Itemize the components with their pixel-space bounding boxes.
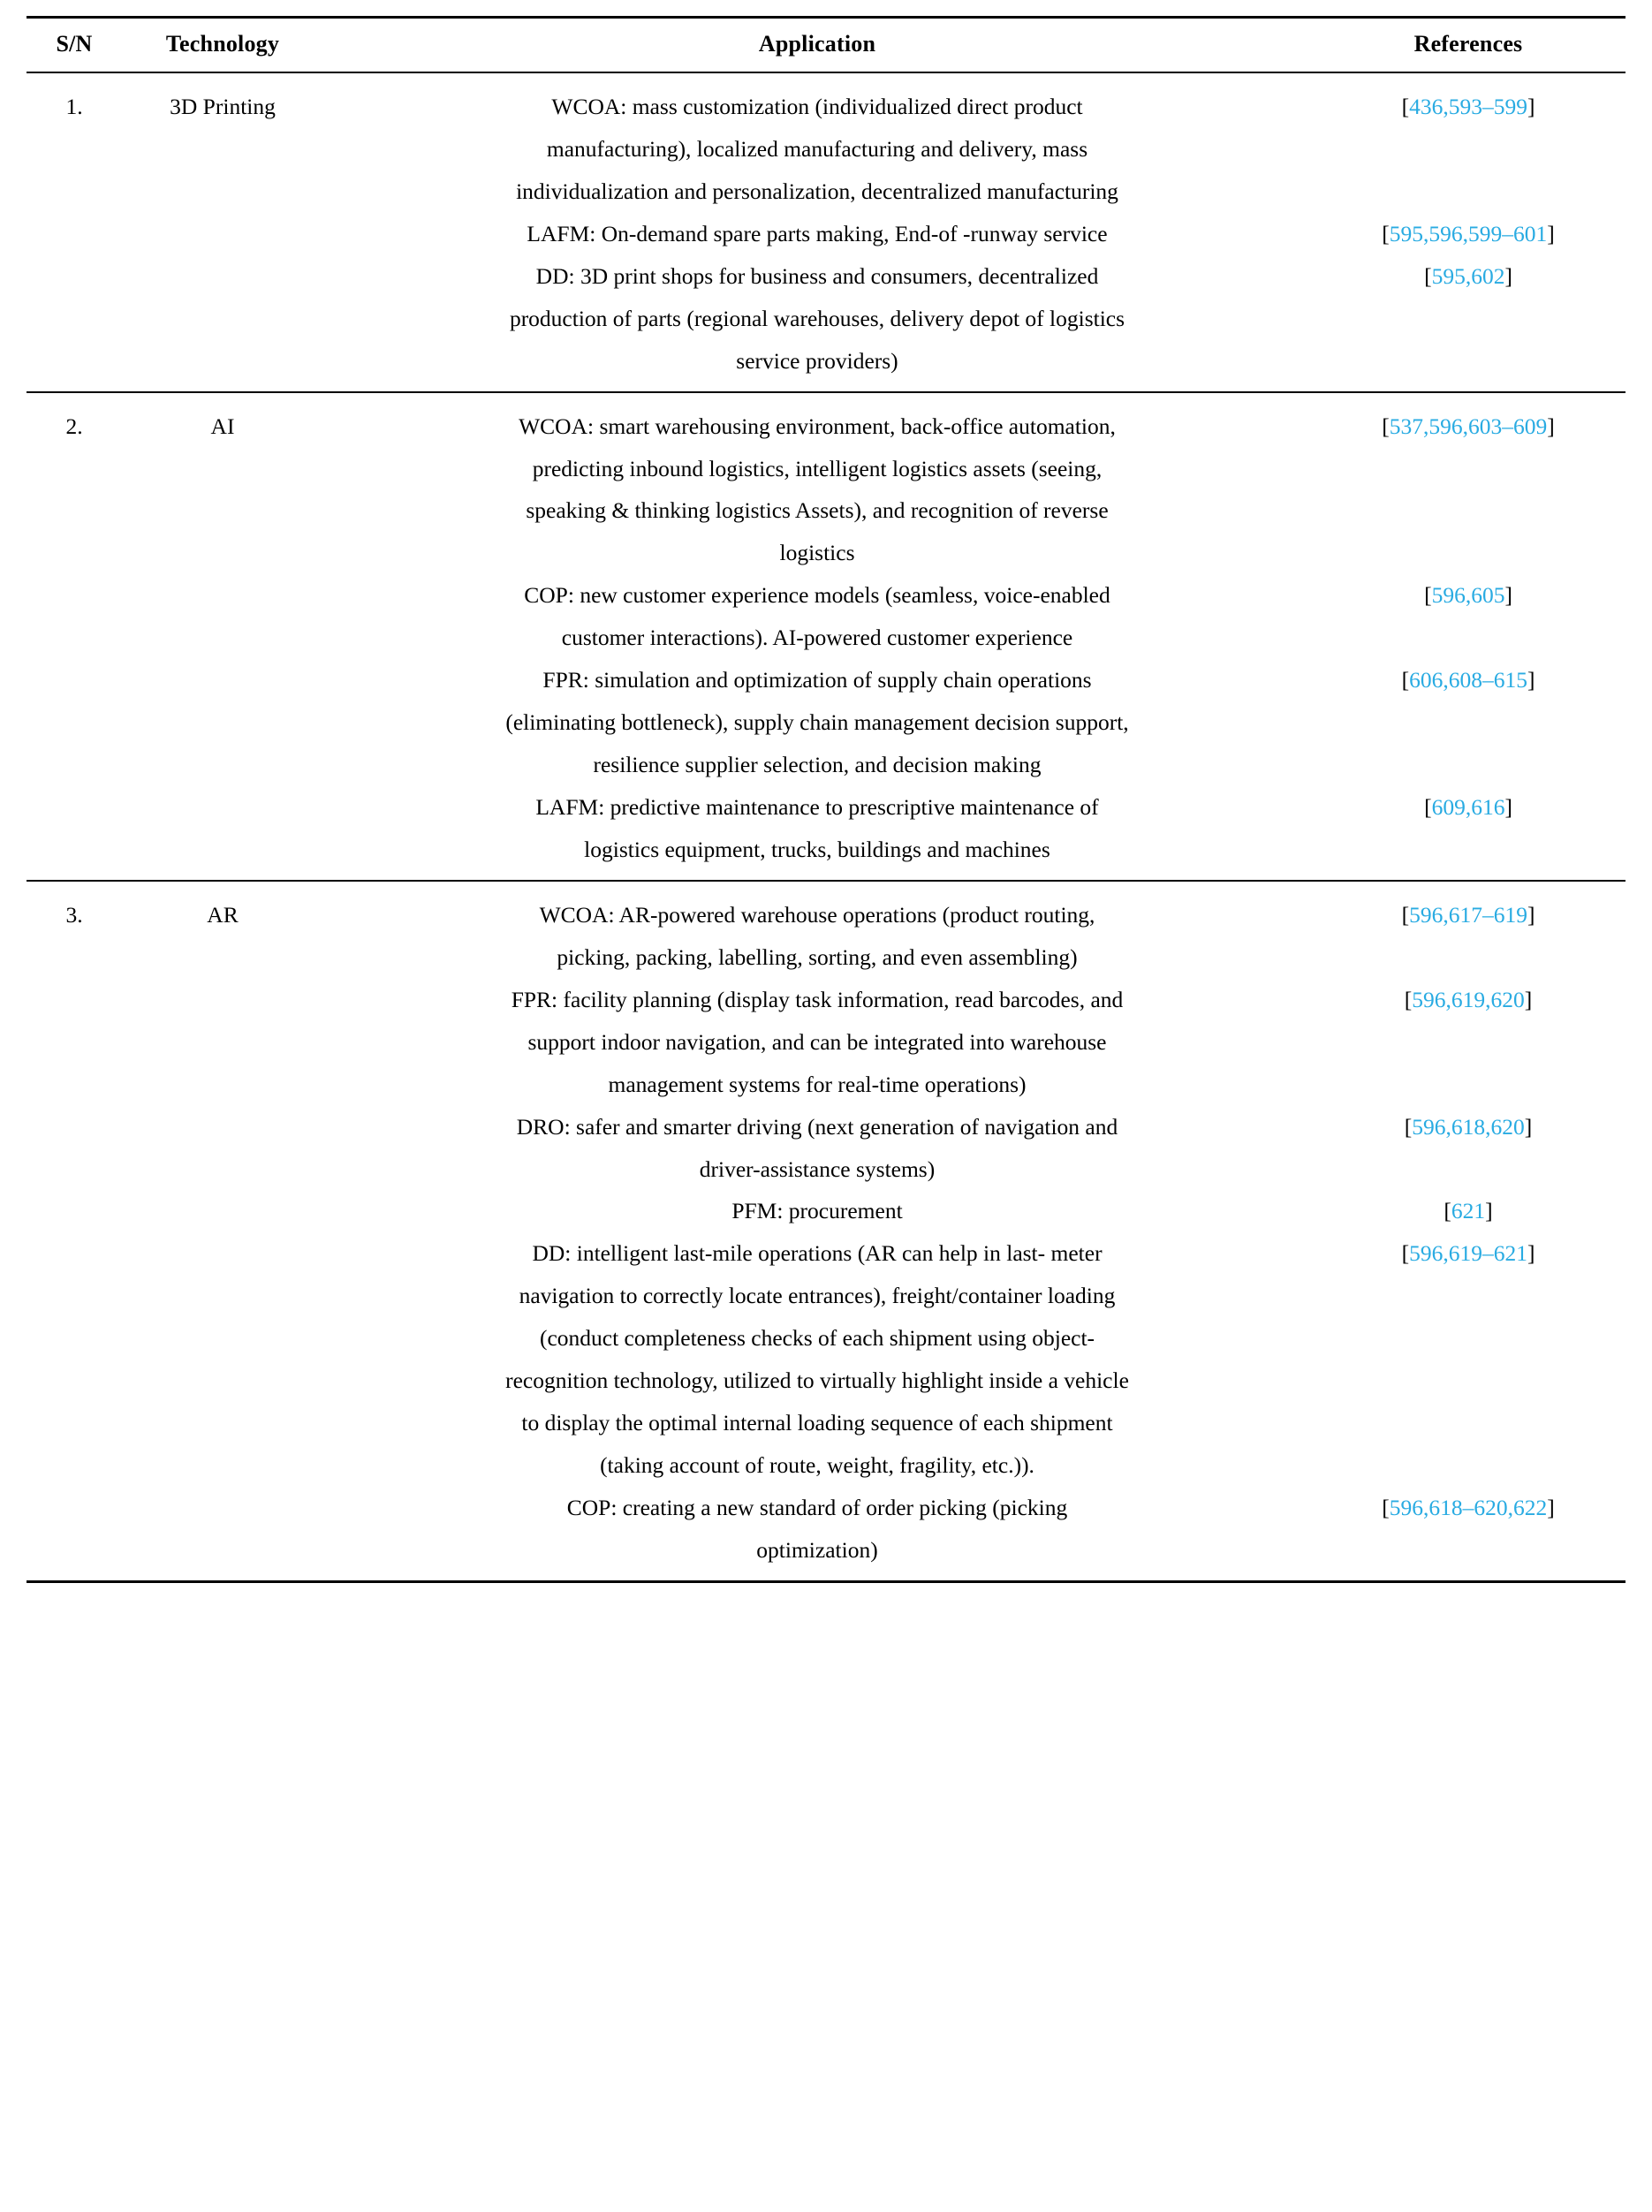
table-row xyxy=(27,72,1625,392)
application-line: navigation to correctly locate entrances), freight/container loading xyxy=(519,1283,1116,1309)
application-line: FPR: facility planning (display task information, read barcodes, and xyxy=(511,986,1124,1012)
application-entry xyxy=(329,1190,1306,1232)
application-line: LAFM: predictive maintenance to prescriptive maintenance of xyxy=(535,794,1099,820)
application-line: DD: intelligent last-mile operations (AR can help in last- meter xyxy=(532,1240,1103,1267)
application-line: WCOA: AR-powered warehouse operations (product routing, xyxy=(539,901,1095,928)
reference-numbers[interactable]: 595,596,599–601 xyxy=(1389,220,1548,246)
reference-entry xyxy=(1311,979,1625,1106)
cell-application xyxy=(323,881,1311,1582)
column-header-sn: S/N xyxy=(27,18,122,73)
application-line: WCOA: smart warehousing environment, back-office automation, xyxy=(519,413,1116,439)
bracket-close: ] xyxy=(1504,582,1512,609)
reference-citation[interactable] xyxy=(1311,979,1625,1021)
application-line: (eliminating bottleneck), supply chain management decision support, xyxy=(505,709,1129,736)
bracket-open: [ xyxy=(1401,94,1410,119)
bracket-close: ] xyxy=(1547,1495,1555,1520)
bracket-close: ] xyxy=(1527,1240,1535,1267)
cell-technology xyxy=(122,72,323,392)
reference-entry xyxy=(1311,86,1625,213)
table-bottom-rule xyxy=(27,1581,1625,1583)
application-line: DRO: safer and smarter driving (next generation of navigation and xyxy=(516,1113,1118,1140)
bracket-open: [ xyxy=(1404,986,1413,1012)
reference-citation[interactable] xyxy=(1311,1106,1625,1148)
cell-sn xyxy=(27,881,122,1582)
application-line: driver-assistance systems) xyxy=(699,1155,936,1182)
bottom-rule-cell xyxy=(27,1581,122,1583)
reference-citation[interactable] xyxy=(1311,405,1625,448)
reference-entry xyxy=(1311,1190,1625,1232)
application-entry xyxy=(329,659,1306,786)
application-entry xyxy=(329,1232,1306,1487)
application-entry xyxy=(329,1487,1306,1572)
application-line: (taking account of route, weight, fragility, etc.)). xyxy=(600,1452,1034,1479)
reference-entry xyxy=(1311,574,1625,659)
cell-application xyxy=(323,72,1311,392)
application-line: production of parts (regional warehouses, delivery depot of logistics xyxy=(509,305,1125,331)
bracket-open: [ xyxy=(1401,1240,1410,1267)
application-entry xyxy=(329,979,1306,1106)
application-line: FPR: simulation and optimization of supply chain operations xyxy=(542,667,1092,693)
bracket-open: [ xyxy=(1404,1113,1413,1140)
reference-entry xyxy=(1311,1106,1625,1191)
application-entry xyxy=(329,405,1306,575)
bracket-open: [ xyxy=(1424,262,1432,289)
application-entry xyxy=(329,213,1306,255)
application-entry xyxy=(329,255,1306,383)
application-line: individualization and personalization, decentralized manufacturing xyxy=(516,178,1118,204)
reference-citation[interactable] xyxy=(1311,659,1625,701)
bracket-close: ] xyxy=(1547,413,1555,439)
reference-numbers[interactable]: 621 xyxy=(1451,1198,1486,1224)
bottom-rule-cell xyxy=(323,1581,1311,1583)
reference-entry xyxy=(1311,659,1625,786)
bracket-open: [ xyxy=(1382,413,1390,439)
reference-numbers[interactable]: 436,593–599 xyxy=(1409,94,1527,119)
reference-numbers[interactable]: 596,617–619 xyxy=(1409,901,1527,928)
application-entry xyxy=(329,1106,1306,1191)
bracket-close: ] xyxy=(1547,220,1555,246)
application-line: speaking & thinking logistics Assets), and recognition of reverse xyxy=(526,497,1109,524)
application-line: customer interactions). AI-powered customer experience xyxy=(561,625,1073,651)
table-row xyxy=(27,881,1625,1582)
technology-name: AI xyxy=(210,413,235,439)
application-line: resilience supplier selection, and decision making xyxy=(593,752,1042,778)
cell-sn xyxy=(27,392,122,881)
application-line: PFM: procurement xyxy=(731,1198,903,1224)
column-header-technology: Technology xyxy=(122,18,323,73)
cell-technology xyxy=(122,881,323,1582)
reference-entry xyxy=(1311,405,1625,575)
application-line: predicting inbound logistics, intelligent logistics assets (seeing, xyxy=(532,455,1103,481)
reference-citation[interactable] xyxy=(1311,255,1625,298)
application-line: COP: creating a new standard of order picking (picking xyxy=(566,1495,1068,1520)
table-body xyxy=(27,72,1625,1583)
application-entry xyxy=(329,894,1306,979)
reference-entry xyxy=(1311,255,1625,383)
reference-numbers[interactable]: 595,602 xyxy=(1431,262,1505,289)
reference-citation[interactable] xyxy=(1311,1487,1625,1529)
cell-technology xyxy=(122,392,323,881)
sn-value: 3. xyxy=(65,901,83,928)
bottom-rule-cell xyxy=(1311,1581,1625,1583)
reference-numbers[interactable]: 596,618–620,622 xyxy=(1389,1495,1548,1520)
bracket-close: ] xyxy=(1504,262,1512,289)
cell-application xyxy=(323,392,1311,881)
bottom-rule-cell xyxy=(122,1581,323,1583)
application-entry xyxy=(329,86,1306,213)
reference-entry xyxy=(1311,213,1625,255)
reference-numbers[interactable]: 596,618,620 xyxy=(1412,1113,1525,1140)
reference-citation[interactable] xyxy=(1311,1190,1625,1232)
reference-citation[interactable] xyxy=(1311,786,1625,829)
reference-citation[interactable] xyxy=(1311,1232,1625,1275)
table-row xyxy=(27,392,1625,881)
bracket-close: ] xyxy=(1527,667,1535,693)
application-line: WCOA: mass customization (individualized direct product xyxy=(551,94,1083,119)
application-line: DD: 3D print shops for business and consumers, decentralized xyxy=(535,262,1099,289)
reference-entry xyxy=(1311,894,1625,979)
reference-citation[interactable] xyxy=(1311,894,1625,936)
bracket-close: ] xyxy=(1527,94,1535,119)
application-line: logistics equipment, trucks, buildings and machines xyxy=(584,836,1050,862)
application-line: COP: new customer experience models (seamless, voice-enabled xyxy=(524,582,1110,609)
application-line: service providers) xyxy=(736,347,898,374)
reference-citation[interactable] xyxy=(1311,213,1625,255)
application-entry xyxy=(329,574,1306,659)
reference-entry xyxy=(1311,786,1625,871)
reference-entry xyxy=(1311,1487,1625,1572)
sn-value: 2. xyxy=(65,413,83,439)
table-header xyxy=(27,18,1625,73)
reference-numbers[interactable]: 596,619,620 xyxy=(1412,986,1525,1012)
bracket-open: [ xyxy=(1424,794,1432,820)
application-line: recognition technology, utilized to virtually highlight inside a vehicle xyxy=(505,1367,1129,1394)
cell-references xyxy=(1311,392,1625,881)
bracket-open: [ xyxy=(1424,582,1432,609)
sn-value: 1. xyxy=(65,94,83,119)
application-line: to display the optimal internal loading sequence of each shipment xyxy=(521,1410,1113,1436)
reference-numbers[interactable]: 596,619–621 xyxy=(1409,1240,1527,1267)
column-header-application: Application xyxy=(323,18,1311,73)
bracket-open: [ xyxy=(1401,901,1410,928)
technology-application-table xyxy=(27,16,1625,1583)
bracket-close: ] xyxy=(1524,1113,1533,1140)
bracket-open: [ xyxy=(1382,220,1390,246)
application-line: manufacturing), localized manufacturing and delivery, mass xyxy=(546,135,1088,162)
bracket-close: ] xyxy=(1524,986,1533,1012)
cell-references xyxy=(1311,72,1625,392)
technology-name: AR xyxy=(207,901,239,928)
reference-numbers[interactable]: 537,596,603–609 xyxy=(1389,413,1548,439)
bracket-open: [ xyxy=(1444,1198,1451,1224)
bracket-close: ] xyxy=(1504,794,1512,820)
cell-references xyxy=(1311,881,1625,1582)
reference-numbers[interactable]: 609,616 xyxy=(1431,794,1505,820)
reference-entry xyxy=(1311,1232,1625,1487)
reference-numbers[interactable]: 606,608–615 xyxy=(1409,667,1527,693)
technology-name: 3D Printing xyxy=(170,94,276,119)
column-header-references: References xyxy=(1311,18,1625,73)
reference-citation[interactable] xyxy=(1311,86,1625,128)
cell-sn xyxy=(27,72,122,392)
application-entry xyxy=(329,786,1306,871)
bracket-close: ] xyxy=(1527,901,1535,928)
bracket-open: [ xyxy=(1401,667,1410,693)
application-line: (conduct completeness checks of each shipment using object- xyxy=(539,1325,1095,1352)
reference-numbers[interactable]: 596,605 xyxy=(1431,582,1505,609)
application-line: management systems for real-time operations) xyxy=(608,1071,1027,1097)
reference-citation[interactable] xyxy=(1311,574,1625,617)
application-line: support indoor navigation, and can be integrated into warehouse xyxy=(527,1028,1107,1055)
bracket-close: ] xyxy=(1485,1198,1493,1224)
application-line: optimization) xyxy=(756,1536,878,1563)
application-line: LAFM: On-demand spare parts making, End-of -runway service xyxy=(527,220,1108,246)
bracket-open: [ xyxy=(1382,1495,1390,1520)
application-line: picking, packing, labelling, sorting, and even assembling) xyxy=(557,943,1078,970)
application-line: logistics xyxy=(779,540,855,566)
table-header-row xyxy=(27,18,1625,73)
